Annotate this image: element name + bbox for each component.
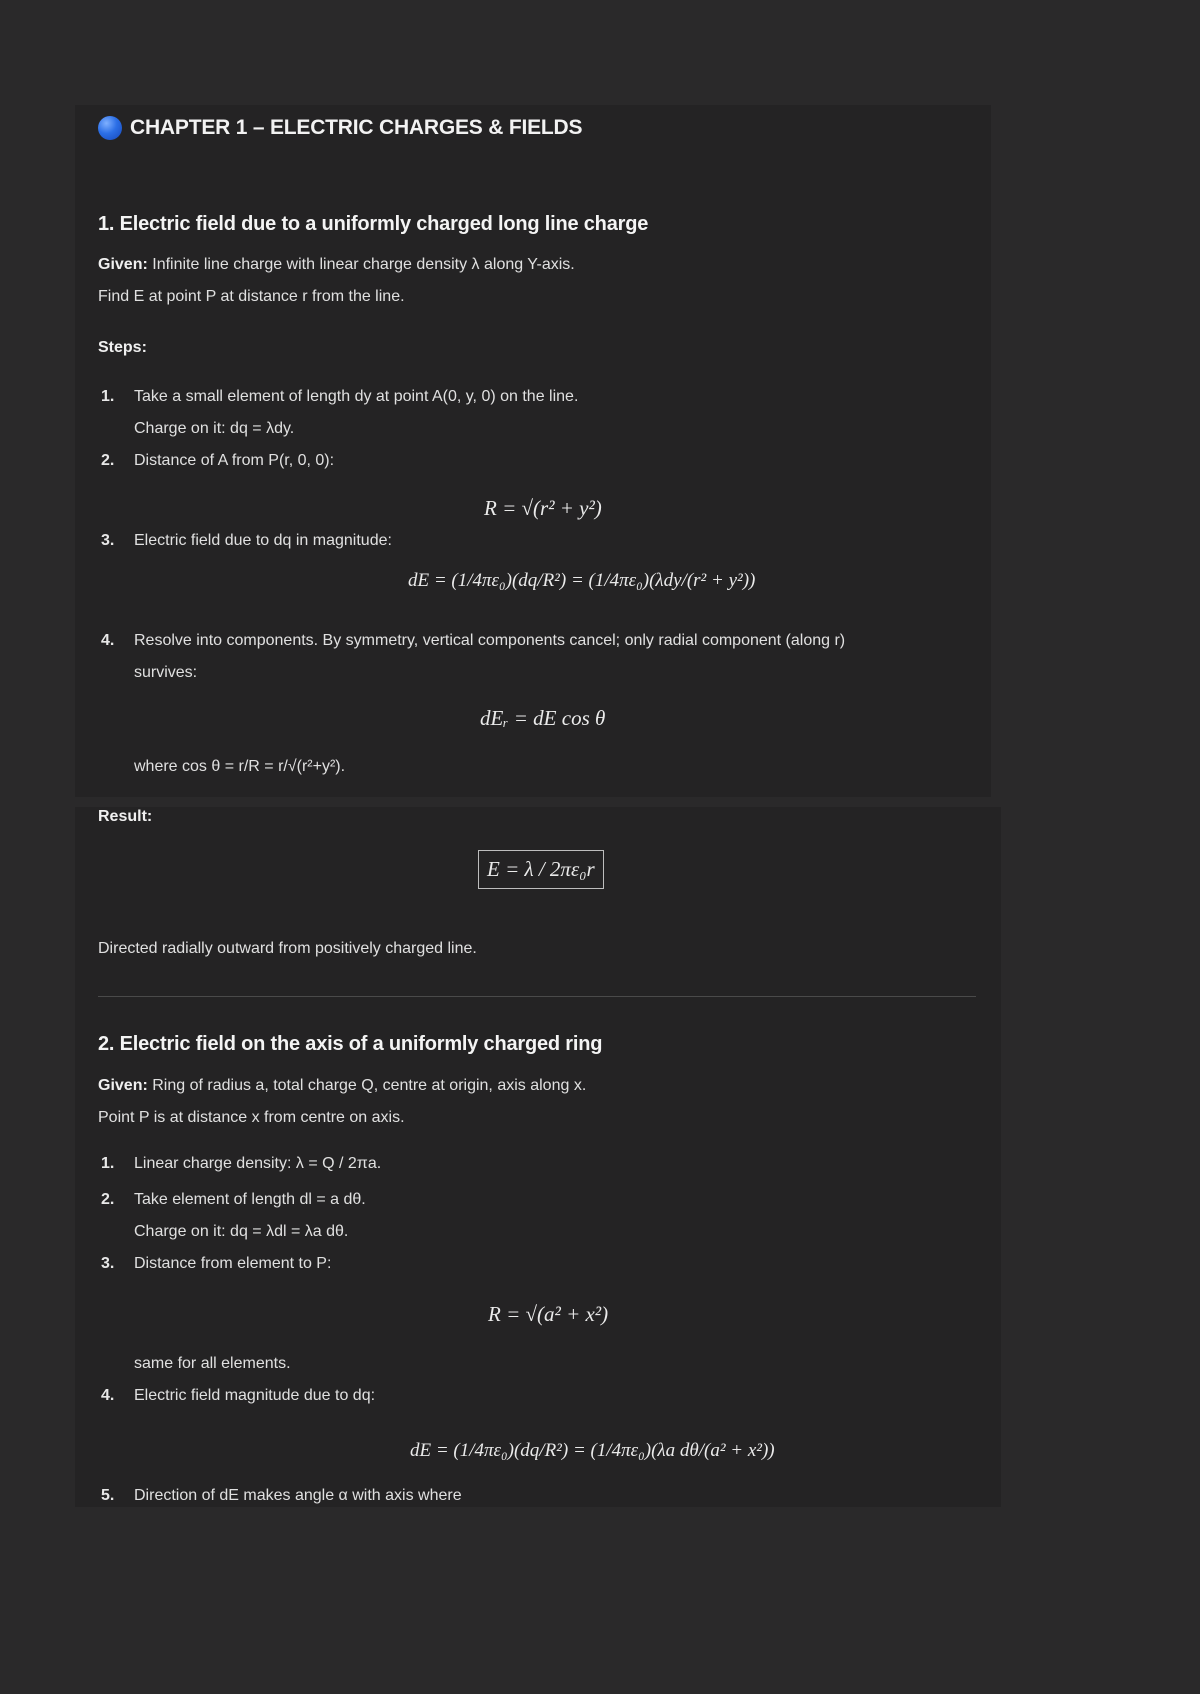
s2-step5-text: Direction of dE makes angle α with axis where [134, 1487, 462, 1504]
s2-step2-num: 2. [101, 1191, 115, 1208]
s2-step1-num: 1. [101, 1155, 115, 1172]
s1-step4-num: 4. [101, 632, 115, 649]
s1-step2-num: 2. [101, 452, 115, 469]
s1-step3-text: Electric field due to dq in magnitude: [134, 532, 392, 549]
s1-step4-text2: survives: [134, 664, 198, 681]
s2-step4-num: 4. [101, 1387, 115, 1404]
s1-step1-text: Take a small element of length dy at point A(0, y, 0) on the line. [134, 388, 579, 405]
section1-find: Find E at point P at distance r from the line. [98, 288, 405, 305]
direction-text: Directed radially outward from positively charged line. [98, 940, 477, 957]
result-equation-box [478, 850, 604, 889]
s2-step2-text: Take element of length dl = a dθ. [134, 1191, 366, 1208]
section-divider [98, 996, 976, 997]
steps-label: Steps: [98, 339, 147, 356]
section2-point: Point P is at distance x from centre on axis. [98, 1109, 405, 1126]
equation-dE-ring: dE = (1/4πε₀)(dq/R²) = (1/4πε₀)(λa dθ/(a² + x²)) [410, 1440, 775, 1461]
s1-step1-num: 1. [101, 388, 115, 405]
equation-R-line: R = √(r² + y²) [484, 496, 602, 520]
chapter-title: CHAPTER 1 – ELECTRIC CHARGES & FIELDS [98, 116, 582, 140]
equation-R-ring: R = √(a² + x²) [488, 1302, 609, 1326]
section2-given: Given: Ring of radius a, total charge Q, centre at origin, axis along x. [98, 1077, 587, 1094]
result-label: Result: [98, 808, 153, 825]
blue-circle-icon [98, 116, 122, 140]
equation-dE-line: dE = (1/4πε₀)(dq/R²) = (1/4πε₀)(λdy/(r² + y²)) [408, 570, 756, 591]
equation-dEr: dEᵣ = dE cos θ [480, 706, 606, 730]
section1-given-text: Infinite line charge with linear charge density λ along Y-axis. [152, 256, 575, 273]
s2-step4-text: Electric field magnitude due to dq: [134, 1387, 376, 1404]
s2-step3-num: 3. [101, 1255, 115, 1272]
content-panel-top [75, 105, 991, 797]
section2-given-text: Ring of radius a, total charge Q, centre at origin, axis along x. [152, 1077, 587, 1094]
same-for-all: same for all elements. [134, 1355, 291, 1372]
s1-step2-text: Distance of A from P(r, 0, 0): [134, 452, 335, 469]
section1-heading: 1. Electric field due to a uniformly charged long line charge [98, 213, 649, 235]
where-cos-theta: where cos θ = r/R = r/√(r²+y²). [134, 758, 346, 775]
s2-step5-num: 5. [101, 1487, 115, 1504]
section2-heading: 2. Electric field on the axis of a uniformly charged ring [98, 1033, 603, 1055]
s2-step1-text: Linear charge density: λ = Q / 2πa. [134, 1155, 382, 1172]
s2-step2-sub: Charge on it: dq = λdl = λa dθ. [134, 1223, 349, 1240]
s1-step3-num: 3. [101, 532, 115, 549]
s2-step3-text: Distance from element to P: [134, 1255, 332, 1272]
section1-given: Given: Infinite line charge with linear charge density λ along Y-axis. [98, 256, 575, 273]
s1-step4-text: Resolve into components. By symmetry, vertical components cancel; only radial component (along r) [134, 632, 846, 649]
result-equation: E = λ / 2πε₀r [478, 850, 604, 889]
s1-step1-sub: Charge on it: dq = λdy. [134, 420, 295, 437]
